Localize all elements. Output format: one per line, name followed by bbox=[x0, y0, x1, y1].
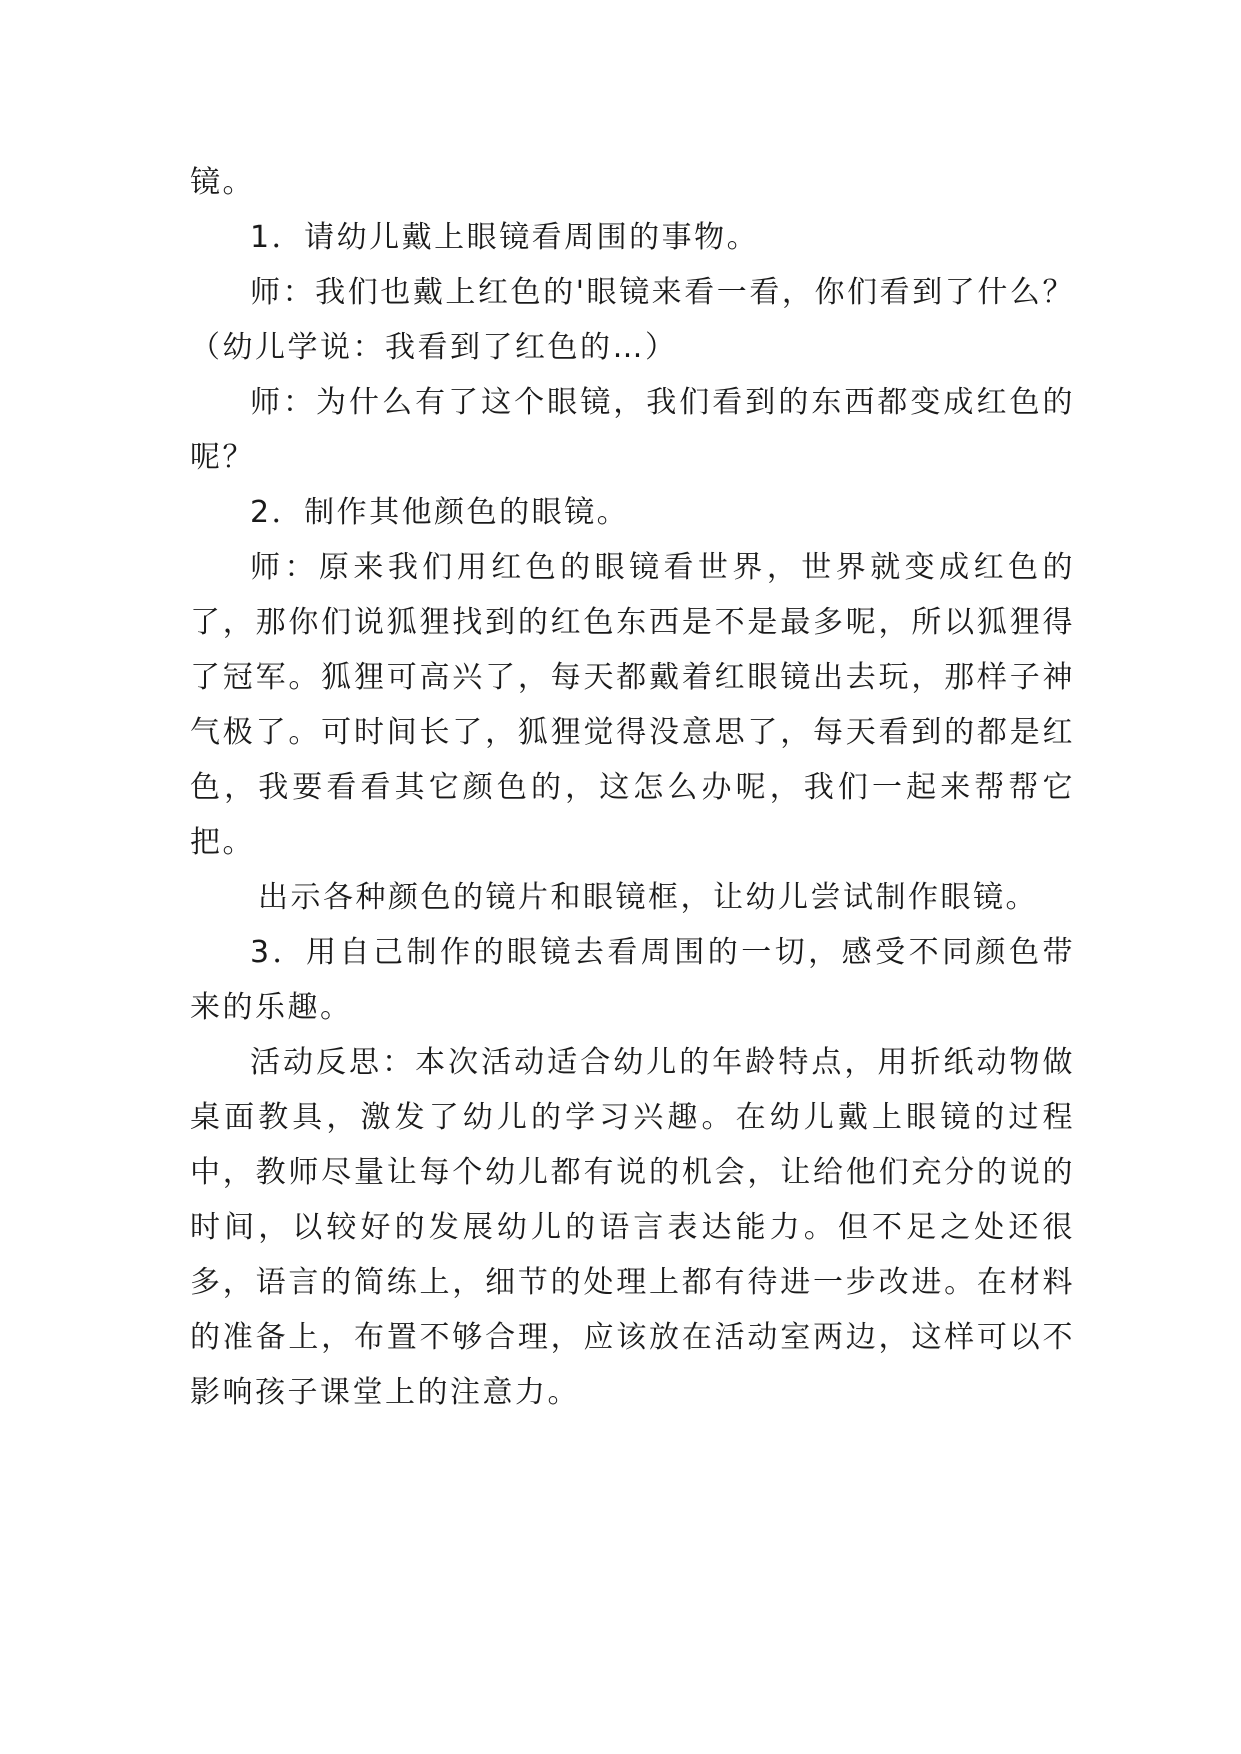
paragraph-step-1: 1．请幼儿戴上眼镜看周围的事物。 bbox=[250, 220, 760, 255]
paragraph-teacher-question-1: 师：我们也戴上红色的'眼镜来看一看，你们看到了什么？（幼儿学说：我看到了红色的…） bbox=[190, 275, 1075, 365]
paragraph-materials: 出示各种颜色的镜片和眼镜框，让幼儿尝试制作眼镜。 bbox=[258, 880, 1038, 915]
paragraph-continuation: 镜。 bbox=[190, 165, 255, 200]
document-body bbox=[190, 155, 1075, 1420]
paragraph-teacher-story: 师：原来我们用红色的眼镜看世界，世界就变成红色的了，那你们说狐狸找到的红色东西是不是最多呢，所以狐狸得了冠军。狐狸可高兴了，每天都戴着红眼镜出去玩，那样子神气极了。可时间长了，狐狸觉得没意思了，每天看到的都是红色，我要看看其它颜色的，这怎么办呢，我们一起来帮帮它把。 bbox=[190, 550, 1075, 860]
paragraph-step-3: 3．用自己制作的眼镜去看周围的一切，感受不同颜色带来的乐趣。 bbox=[190, 935, 1075, 1025]
paragraph-reflection: 活动反思：本次活动适合幼儿的年龄特点，用折纸动物做桌面教具，激发了幼儿的学习兴趣。在幼儿戴上眼镜的过程中，教师尽量让每个幼儿都有说的机会，让给他们充分的说的时间，以较好的发展幼儿的语言表达能力。但不足之处还很多，语言的简练上，细节的处理上都有待进一步改进。在材料的准备上，布置不够合理，应该放在活动室两边，这样可以不影响孩子课堂上的注意力。 bbox=[190, 1045, 1075, 1410]
paragraph-teacher-question-2: 师：为什么有了这个眼镜，我们看到的东西都变成红色的呢？ bbox=[190, 385, 1075, 475]
paragraph-step-2: 2．制作其他颜色的眼镜。 bbox=[250, 495, 630, 530]
